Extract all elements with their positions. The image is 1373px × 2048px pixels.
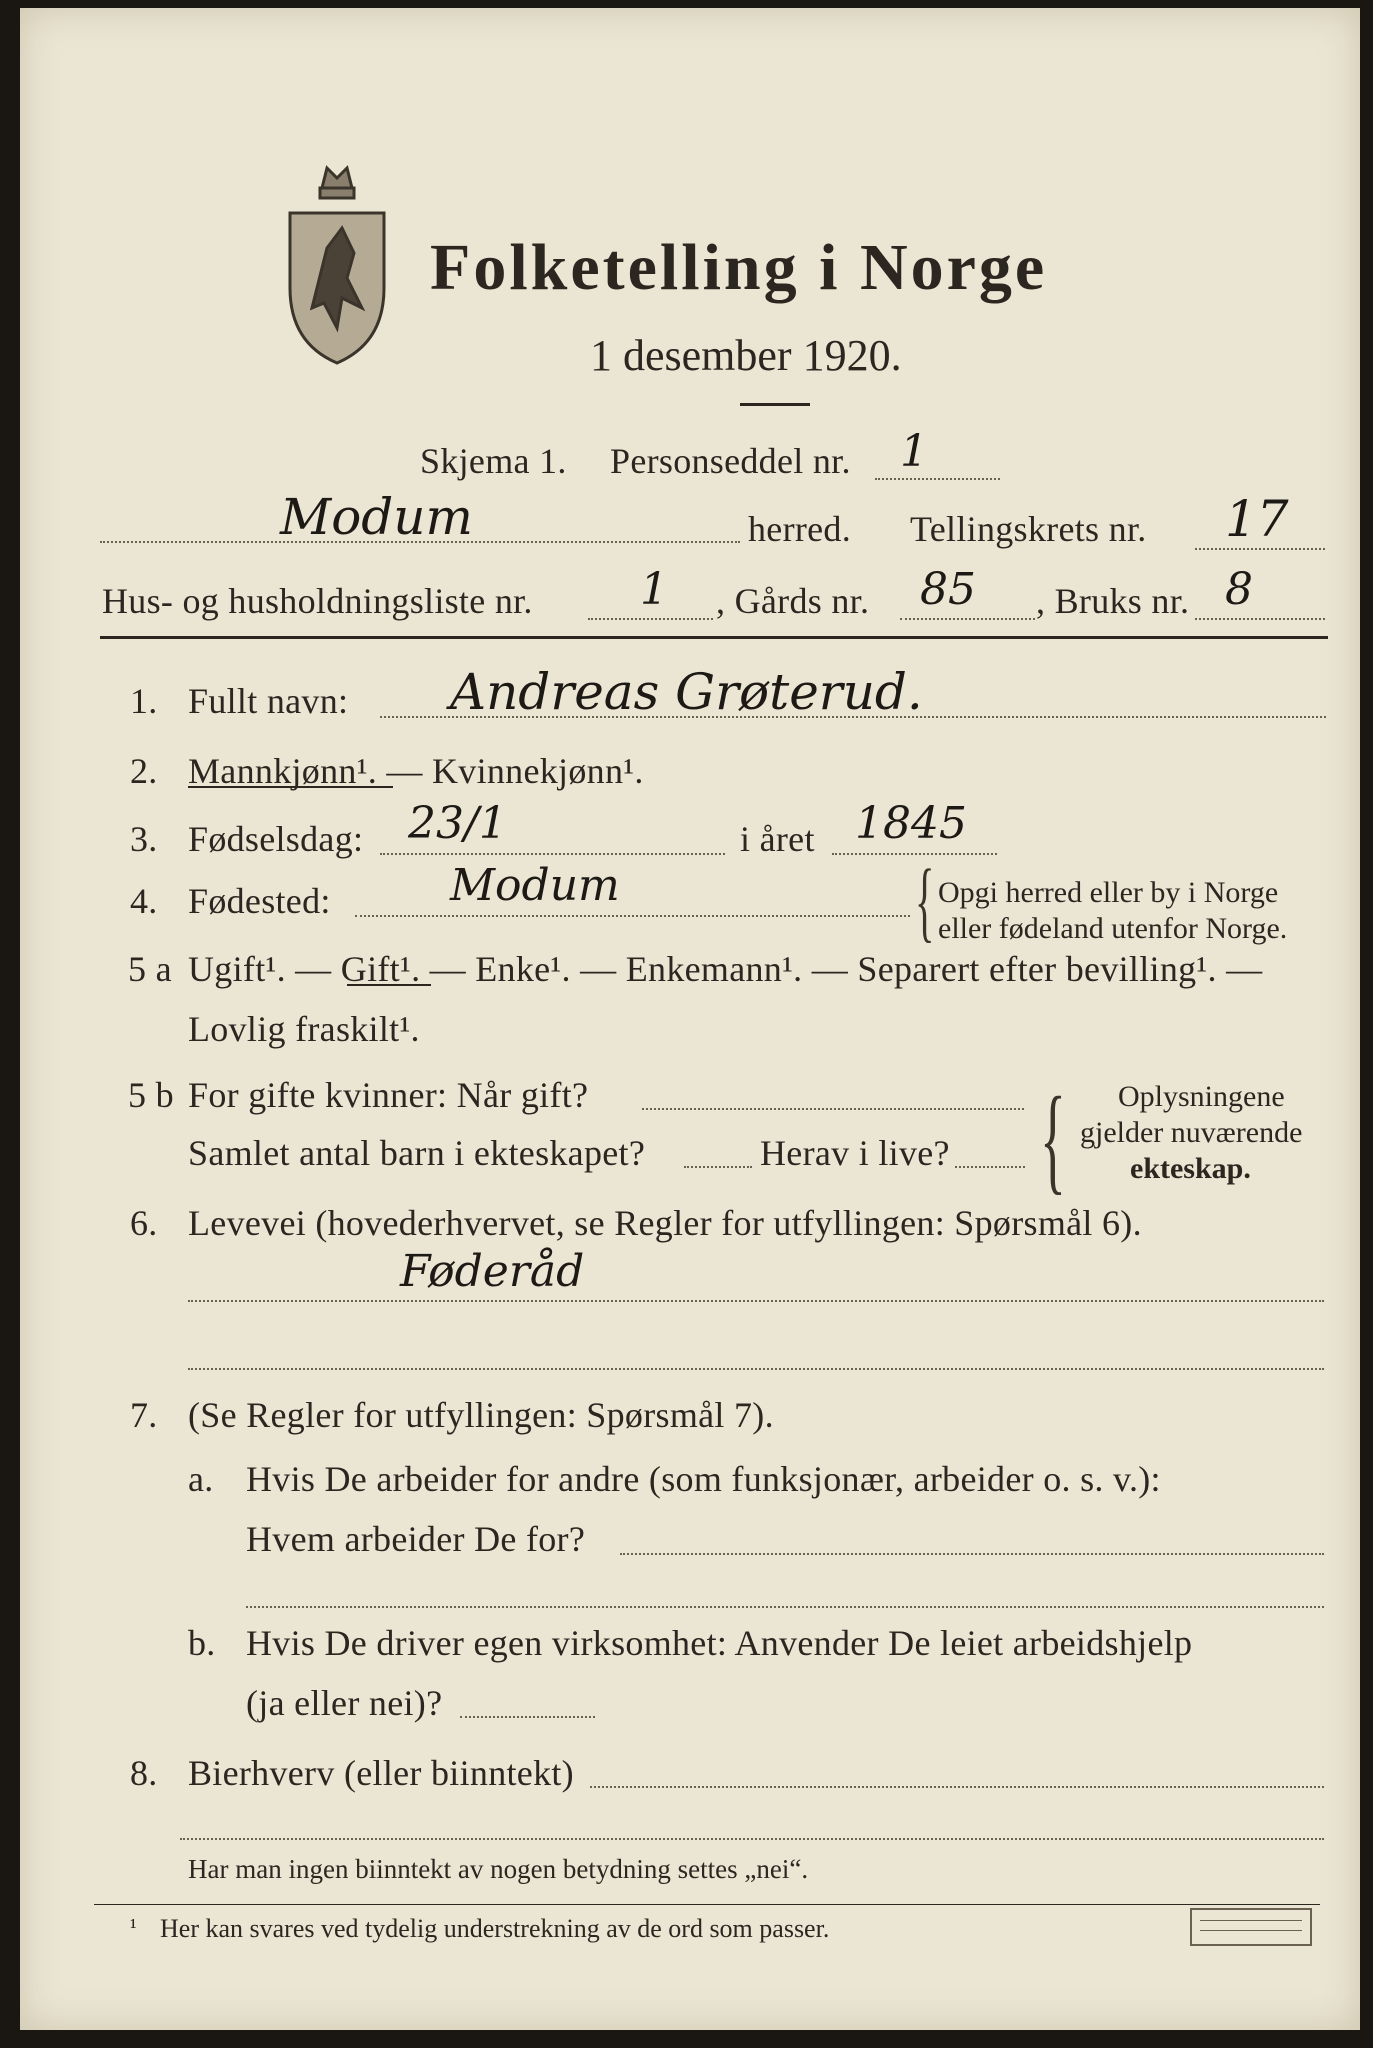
q2-number: 2. xyxy=(130,751,158,791)
printer-stamp xyxy=(1190,1908,1312,1946)
q5b-married-field[interactable] xyxy=(642,1108,1024,1110)
q3-year-value: 1845 xyxy=(855,798,967,849)
q2-underline-mannkjonn xyxy=(188,786,393,788)
personseddel-value: 1 xyxy=(900,426,928,477)
husliste-field[interactable] xyxy=(588,618,713,620)
personseddel-field[interactable] xyxy=(875,478,1000,480)
q7a-label-line2: Hvem arbeider De for? xyxy=(246,1519,586,1559)
q6-label: Levevei (hovederhvervet, se Regler for utfyllingen: Spørsmål 6). xyxy=(188,1203,1142,1243)
q7a-number: a. xyxy=(188,1459,214,1499)
census-form-sheet xyxy=(20,8,1360,2030)
herred-value: Modum xyxy=(280,488,473,546)
q5b-note-brace: { xyxy=(1040,1072,1066,1205)
footnote-mark: ¹ xyxy=(130,1914,137,1939)
title-divider xyxy=(740,403,810,406)
footnote-text: Her kan svares ved tydelig understrekning av de ord som passer. xyxy=(160,1914,830,1943)
q7a-field-line2[interactable] xyxy=(246,1606,1324,1608)
q4-note-line1: Opgi herred eller by i Norge xyxy=(938,876,1279,909)
bruks-label: , Bruks nr. xyxy=(1036,581,1190,621)
q5b-label2: Samlet antal barn i ekteskapet? xyxy=(188,1133,646,1173)
q1-value: Andreas Grøterud. xyxy=(450,663,923,721)
q3-value: 23/1 xyxy=(408,798,507,849)
bruks-value: 8 xyxy=(1225,564,1253,615)
q6-field-line1[interactable] xyxy=(188,1300,1324,1302)
q3-field[interactable] xyxy=(380,853,725,855)
q6-value: Føderåd xyxy=(400,1246,585,1297)
header-divider xyxy=(100,636,1328,639)
gards-field[interactable] xyxy=(900,618,1035,620)
husliste-label: Hus- og husholdningsliste nr. xyxy=(102,581,533,621)
gards-label: , Gårds nr. xyxy=(716,581,870,621)
q7-label: (Se Regler for utfyllingen: Spørsmål 7). xyxy=(188,1395,774,1435)
q7a-field-line1[interactable] xyxy=(620,1553,1324,1555)
q7b-number: b. xyxy=(188,1623,216,1663)
q6-number: 6. xyxy=(130,1203,158,1243)
census-date: 1 desember 1920. xyxy=(590,331,902,380)
q5b-alive-field[interactable] xyxy=(955,1166,1025,1168)
q7b-label: Hvis De driver egen virksomhet: Anvender De leiet arbeidshjelp xyxy=(246,1623,1193,1663)
q5b-label1: For gifte kvinner: Når gift? xyxy=(188,1075,589,1115)
q4-note-brace: { xyxy=(915,852,935,951)
form-title: Folketelling i Norge xyxy=(430,231,1048,304)
q4-label: Fødested: xyxy=(188,881,331,921)
footnote-divider xyxy=(94,1904,1320,1905)
herred-label: herred. xyxy=(748,509,852,549)
q5a-label-line2: Lovlig fraskilt¹. xyxy=(188,1009,420,1049)
tellingskrets-field[interactable] xyxy=(1195,548,1325,550)
q4-field[interactable] xyxy=(355,915,910,917)
schema-label: Skjema 1. xyxy=(420,441,567,481)
q8-field-line1[interactable] xyxy=(590,1786,1324,1788)
q7-number: 7. xyxy=(130,1395,158,1435)
q4-number: 4. xyxy=(130,881,158,921)
q3-year-label: i året xyxy=(740,819,815,859)
q8-field-line2[interactable] xyxy=(180,1838,1324,1840)
tellingskrets-label: Tellingskrets nr. xyxy=(910,509,1147,549)
q5a-number: 5 a xyxy=(128,949,172,989)
q3-number: 3. xyxy=(130,819,158,859)
footer-note: Har man ingen biinntekt av nogen betydning settes „nei“. xyxy=(188,1854,809,1884)
q1-label: Fullt navn: xyxy=(188,681,349,721)
personseddel-label: Personseddel nr. xyxy=(610,441,851,481)
q7a-label: Hvis De arbeider for andre (som funksjonær, arbeider o. s. v.): xyxy=(246,1459,1161,1499)
q5b-number: 5 b xyxy=(128,1075,174,1115)
gards-value: 85 xyxy=(920,564,976,615)
q5b-note-line3: ekteskap. xyxy=(1130,1152,1251,1185)
q4-note-line2: eller fødeland utenfor Norge. xyxy=(938,912,1288,945)
husliste-value: 1 xyxy=(640,564,668,615)
q7b-label-line2: (ja eller nei)? xyxy=(246,1683,443,1723)
q4-value: Modum xyxy=(450,860,620,911)
q6-field-line2[interactable] xyxy=(188,1368,1324,1370)
norwegian-coat-of-arms-icon xyxy=(282,158,392,368)
q5b-children-field[interactable] xyxy=(684,1166,752,1168)
q1-number: 1. xyxy=(130,681,158,721)
q5a-label: Ugift¹. — Gift¹. — Enke¹. — Enkemann¹. — Separert efter bevilling¹. — xyxy=(188,949,1263,989)
q8-number: 8. xyxy=(130,1753,158,1793)
q5b-label3: Herav i live? xyxy=(760,1133,950,1173)
tellingskrets-value: 17 xyxy=(1225,490,1289,548)
bruks-field[interactable] xyxy=(1195,618,1325,620)
q5b-note-line1: Oplysningene xyxy=(1118,1080,1285,1113)
q8-label: Bierhverv (eller biinntekt) xyxy=(188,1753,574,1793)
q7b-field[interactable] xyxy=(460,1716,595,1718)
q5a-underline-gift xyxy=(347,984,431,986)
q3-label: Fødselsdag: xyxy=(188,819,364,859)
q2-label: Mannkjønn¹. — Kvinnekjønn¹. xyxy=(188,751,644,791)
q5b-note-line2: gjelder nuværende xyxy=(1080,1116,1303,1149)
